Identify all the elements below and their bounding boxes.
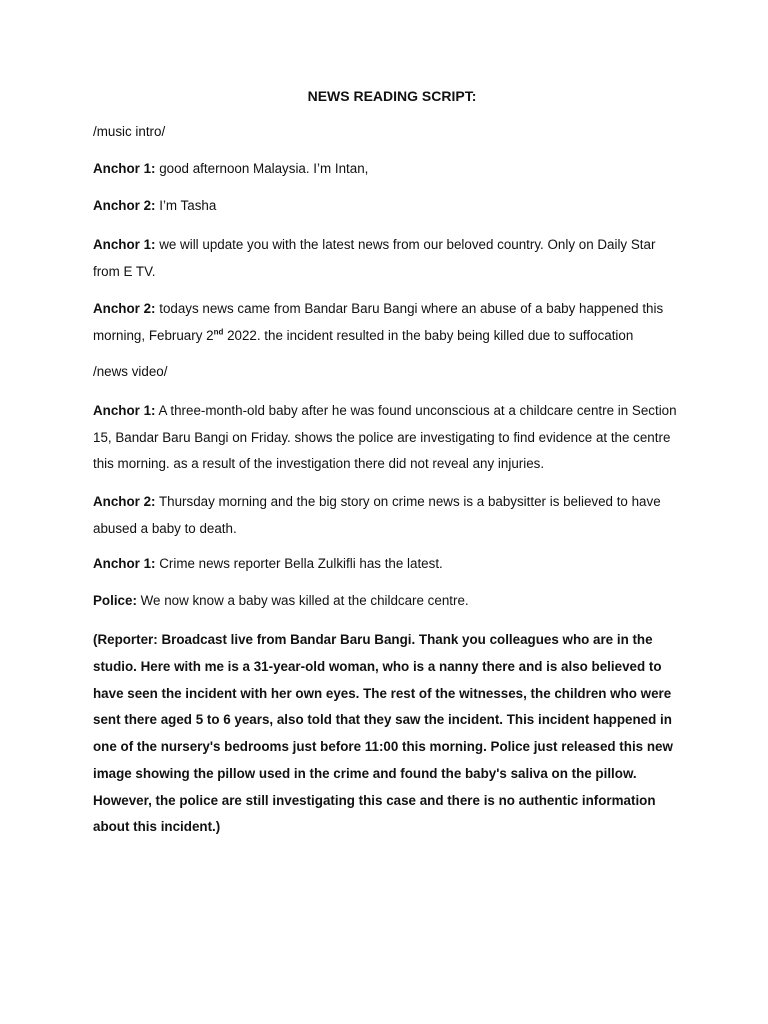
stage-direction-music-intro: /music intro/ xyxy=(93,124,166,139)
line-text: we will update you with the latest news from our beloved country. Only on Daily Star from E TV. xyxy=(93,237,656,279)
speaker-label: Anchor 1: xyxy=(93,161,156,176)
script-line-police xyxy=(93,590,683,612)
script-line-anchor1-report xyxy=(93,398,683,478)
speaker-label: Anchor 1: xyxy=(93,402,156,418)
line-text: 2022. the incident resulted in the baby being killed due to suffocation xyxy=(223,328,634,344)
script-line-anchor1-reporter-intro xyxy=(93,553,683,575)
script-line-anchor2-news xyxy=(93,296,683,349)
speaker-label: Anchor 1: xyxy=(93,237,156,252)
script-line-anchor2-crime xyxy=(93,489,683,542)
line-text: good afternoon Malaysia. I’m Intan, xyxy=(155,161,369,176)
ordinal-superscript: nd xyxy=(213,327,224,337)
script-line-anchor2-intro xyxy=(93,195,683,217)
line-text: todays news came from Bandar Baru Bangi where an abuse of a baby happened this morning, February 2 xyxy=(93,301,664,344)
speaker-label: Anchor 2: xyxy=(93,198,156,213)
document-page xyxy=(93,86,683,852)
line-text: We now know a baby was killed at the childcare centre. xyxy=(136,593,469,609)
speaker-label: Anchor 1: xyxy=(93,556,156,572)
reporter-paragraph: (Reporter: Broadcast live from Bandar Baru Bangi. Thank you colleagues who are in the studio. Here with me is a 31-year-old woman, who is a nanny there and is also believed to have seen the incident with her own eyes. The rest of the witnesses, the children who were sent there aged 5 to 6 years, also told that they saw the incident. This incident happened in one of the nursery's bedrooms just before 11:00 this morning. Police just released this new image showing the pillow used in the crime and found the baby's saliva on the pillow. However, the police are still investigating this case and there is no authentic information about this incident.) xyxy=(93,632,673,835)
line-text: A three-month-old baby after he was found unconscious at a childcare centre in Section 15, Bandar Baru Bangi on Friday. shows the police are investigating to find evidence at the centre this morning. as a result of the investigation there did not reveal any injuries. xyxy=(93,402,677,472)
script-line-anchor1-greeting xyxy=(93,158,683,180)
line-text: Thursday morning and the big story on crime news is a babysitter is believed to have abused a baby to death. xyxy=(93,493,661,536)
stage-direction-news-video: /news video/ xyxy=(93,363,168,379)
line-text: Crime news reporter Bella Zulkifli has the latest. xyxy=(155,556,443,572)
speaker-label: Anchor 2: xyxy=(93,301,156,317)
document-title: NEWS READING SCRIPT: xyxy=(307,88,477,104)
script-line-anchor1-update xyxy=(93,232,683,285)
line-text: I’m Tasha xyxy=(155,198,217,213)
speaker-label: Police: xyxy=(93,593,137,609)
speaker-label: Anchor 2: xyxy=(93,493,156,509)
